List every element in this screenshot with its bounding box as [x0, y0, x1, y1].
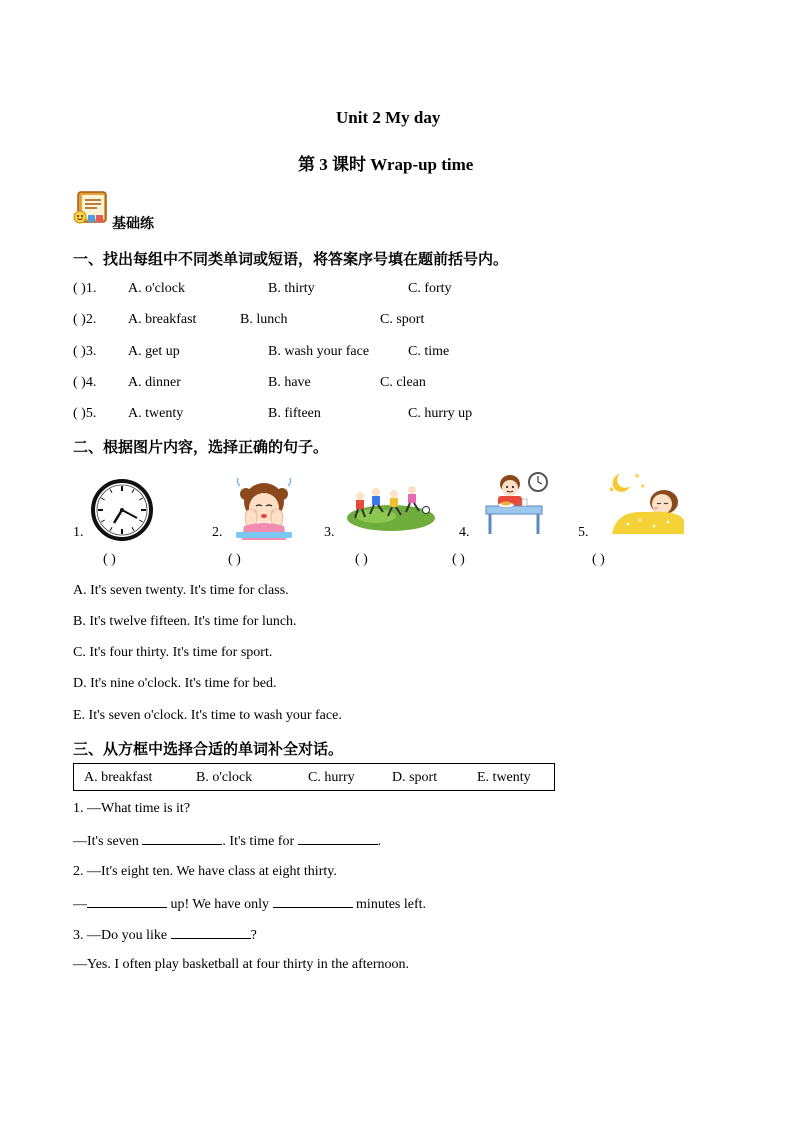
s2-option-b: B. It's twelve fifteen. It's time for lunch. [73, 614, 297, 629]
s2-option-a: A. It's seven twenty. It's time for class. [73, 583, 289, 598]
s1-item5-a: A. twenty [128, 406, 184, 421]
s1-item4-b: B. have [268, 375, 311, 390]
dialog3-answer: —Yes. I often play basketball at four thirty in the afternoon. [73, 957, 410, 972]
section2-heading: 二、根据图片内容，选择正确的句子。 [73, 438, 329, 456]
s2-option-d: D. It's nine o'clock. It's time for bed. [73, 676, 277, 691]
s1-item4-a: A. dinner [128, 375, 181, 390]
section1-heading: 一、找出每组中不同类单词或短语，将答案序号填在题前括号内。 [73, 250, 509, 268]
s1-item1-a: A. o'clock [128, 281, 185, 296]
dialog3-question-part2: ? [250, 928, 257, 943]
s1-item1-c: C. forty [408, 281, 452, 296]
pic2-answer-paren: ( ) [228, 552, 241, 567]
pic3-number: 3. [324, 525, 335, 540]
s1-item4-c: C. clean [380, 375, 426, 390]
pic3-answer-paren: ( ) [355, 552, 368, 567]
s1-item5-c: C. hurry up [408, 406, 473, 421]
pic1-answer-paren: ( ) [103, 552, 116, 567]
answer-blank-5[interactable] [171, 926, 251, 939]
dialog1-answer-part3: . [377, 834, 382, 849]
dialog3-question-part1: 3. —Do you like [73, 928, 168, 943]
dialog2-response-part1: up! We have only [170, 897, 270, 912]
s1-item3-a: A. get up [128, 344, 180, 359]
s1-item3-b: B. wash your face [268, 344, 370, 359]
girl-washing-face-picture [232, 476, 296, 540]
s1-item4-paren: ( )4. [73, 375, 97, 390]
word-option-c: C. hurry [308, 770, 355, 785]
s1-item3-paren: ( )3. [73, 344, 97, 359]
word-option-a: A. breakfast [84, 770, 153, 785]
section3-heading: 三、从方框中选择合适的单词补全对话。 [73, 740, 344, 758]
s1-item1-paren: ( )1. [73, 281, 97, 296]
s1-item2-paren: ( )2. [73, 312, 97, 327]
girl-sleeping-picture [606, 470, 686, 536]
practice-tag: 基础练 [112, 216, 154, 232]
dialog2-response-part2: minutes left. [356, 897, 427, 912]
s1-item2-b: B. lunch [240, 312, 288, 327]
dialog1-question: 1. —What time is it? [73, 801, 191, 816]
dialog1-answer-part2: . It's time for [222, 834, 295, 849]
kids-playing-sport-picture [346, 480, 436, 532]
s1-item2-a: A. breakfast [128, 312, 197, 327]
dialog1-answer-part1: —It's seven [73, 834, 139, 849]
dialog2-response [73, 895, 426, 913]
answer-blank-4[interactable] [273, 895, 353, 908]
pic5-answer-paren: ( ) [592, 552, 605, 567]
pic4-answer-paren: ( ) [452, 552, 465, 567]
word-option-d: D. sport [392, 770, 438, 785]
word-option-b: B. o'clock [196, 770, 253, 785]
clock-picture [90, 478, 154, 542]
svg-text:★: ★ [640, 483, 646, 490]
s1-item3-c: C. time [408, 344, 450, 359]
s1-item5-paren: ( )5. [73, 406, 97, 421]
word-option-e: E. twenty [477, 770, 531, 785]
pic1-number: 1. [73, 525, 84, 540]
dialog2-response-dash: — [73, 897, 87, 912]
pic5-number: 5. [578, 525, 589, 540]
answer-blank-2[interactable] [298, 832, 378, 845]
dialog3-question [73, 926, 257, 944]
answer-blank-3[interactable] [87, 895, 167, 908]
pic4-number: 4. [459, 525, 470, 540]
s1-item2-c: C. sport [380, 312, 425, 327]
s1-item1-b: B. thirty [268, 281, 315, 296]
page-title: Unit 2 My day [336, 108, 441, 127]
svg-text:★: ★ [608, 485, 616, 494]
lesson-subtitle: 第 3 课时 Wrap-up time [298, 155, 474, 174]
answer-blank-1[interactable] [142, 832, 222, 845]
word-bank-box [73, 763, 555, 791]
dialog1-answer [73, 832, 381, 850]
s1-item5-b: B. fifteen [268, 406, 321, 421]
notebook-icon [73, 190, 111, 226]
boy-eating-lunch-picture [484, 468, 550, 536]
svg-text:★: ★ [634, 472, 641, 480]
s2-option-e: E. It's seven o'clock. It's time to wash your face. [73, 708, 342, 723]
s2-option-c: C. It's four thirty. It's time for sport. [73, 645, 273, 660]
dialog2-statement: 2. —It's eight ten. We have class at eight thirty. [73, 864, 337, 879]
pic2-number: 2. [212, 525, 223, 540]
